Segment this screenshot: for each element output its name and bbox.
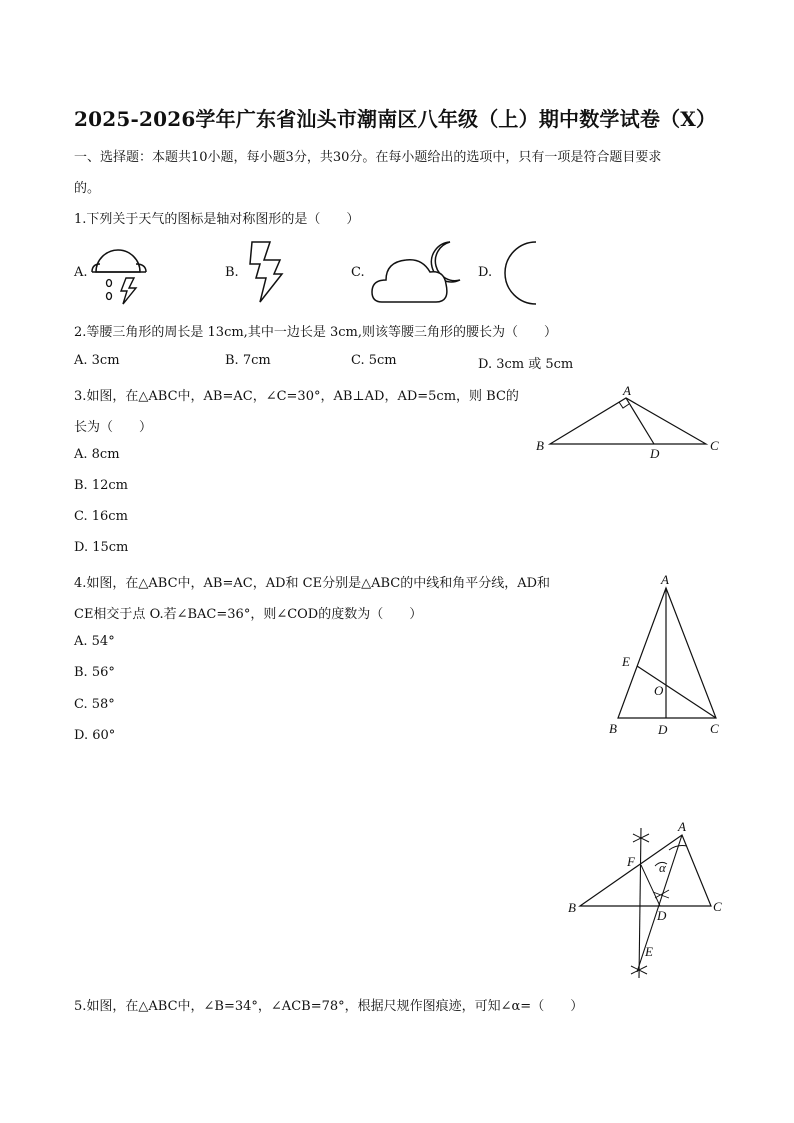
q4-option-a: A. 54° xyxy=(74,634,115,649)
q2-option-a: A. 3cm xyxy=(74,353,120,368)
q1-option-d-label: D. xyxy=(478,265,493,280)
q5-construction-figure xyxy=(565,820,725,985)
q3-label-c: C xyxy=(710,438,719,453)
crescent-moon-icon xyxy=(496,240,544,306)
lightning-bolt-icon xyxy=(246,240,290,304)
q1-option-a-label: A. xyxy=(74,265,88,280)
question-3-stem-line1: 3.如图，在△ABC中，AB=AC，∠C=30°，AB⊥AD，AD=5cm，则 BC的 xyxy=(74,389,519,404)
q5-label-e: E xyxy=(645,944,653,959)
q2-option-c: C. 5cm xyxy=(351,353,397,368)
question-4-stem-line2: CE相交于点 O.若∠BAC=36°，则∠COD的度数为（ ） xyxy=(74,607,423,622)
q1-option-c-label: C. xyxy=(351,265,365,280)
q3-label-d: D xyxy=(650,446,660,461)
q2-option-d: D. 3cm 或 5cm xyxy=(478,357,574,372)
section-instructions-line2: 的。 xyxy=(74,181,101,196)
q4-label-a: A xyxy=(661,572,669,587)
question-5-stem: 5.如图，在△ABC中，∠B=34°，∠ACB=78°，根据尺规作图痕迹，可知∠α=（ ） xyxy=(74,999,584,1014)
q2-option-b: B. 7cm xyxy=(225,353,271,368)
q4-label-d: D xyxy=(658,722,668,737)
q3-option-a: A. 8cm xyxy=(74,447,120,462)
q4-label-b: B xyxy=(609,721,617,736)
q3-option-b: B. 12cm xyxy=(74,478,128,493)
q5-label-alpha: α xyxy=(659,860,666,875)
q5-label-b: B xyxy=(568,900,576,915)
q5-label-f: F xyxy=(627,854,635,869)
q4-label-e: E xyxy=(622,654,630,669)
q4-option-c: C. 58° xyxy=(74,697,115,712)
page-title: 2025-2026学年广东省汕头市潮南区八年级（上）期中数学试卷（X） xyxy=(74,107,717,131)
cloud-rain-lightning-icon xyxy=(90,238,150,308)
question-4-stem-line1: 4.如图，在△ABC中，AB=AC，AD和 CE分别是△ABC的中线和角平分线，AD和 xyxy=(74,576,551,591)
question-3-stem-line2: 长为（ ） xyxy=(74,420,153,435)
question-2-stem: 2.等腰三角形的周长是 13cm,其中一边长是 3cm,则该等腰三角形的腰长为（ ） xyxy=(74,325,557,340)
q3-label-a: A xyxy=(623,383,631,398)
cloud-moon-icon xyxy=(370,238,466,306)
q4-label-c: C xyxy=(710,721,719,736)
q5-label-a: A xyxy=(678,819,686,834)
q1-option-b-label: B. xyxy=(225,265,239,280)
q5-label-c: C xyxy=(713,899,722,914)
q4-triangle-figure xyxy=(600,570,730,740)
q4-label-o: O xyxy=(654,683,664,698)
q3-option-d: D. 15cm xyxy=(74,540,129,555)
q4-option-b: B. 56° xyxy=(74,665,115,680)
question-1-stem: 1.下列关于天气的图标是轴对称图形的是（ ） xyxy=(74,212,360,227)
q4-option-d: D. 60° xyxy=(74,728,116,743)
section-instructions-line1: 一、选择题：本题共10小题，每小题3分，共30分。在每小题给出的选项中，只有一项是符合题目要求 xyxy=(74,150,662,165)
q3-triangle-figure xyxy=(530,380,730,460)
q3-option-c: C. 16cm xyxy=(74,509,128,524)
q5-label-d: D xyxy=(657,908,667,923)
q3-label-b: B xyxy=(536,438,544,453)
